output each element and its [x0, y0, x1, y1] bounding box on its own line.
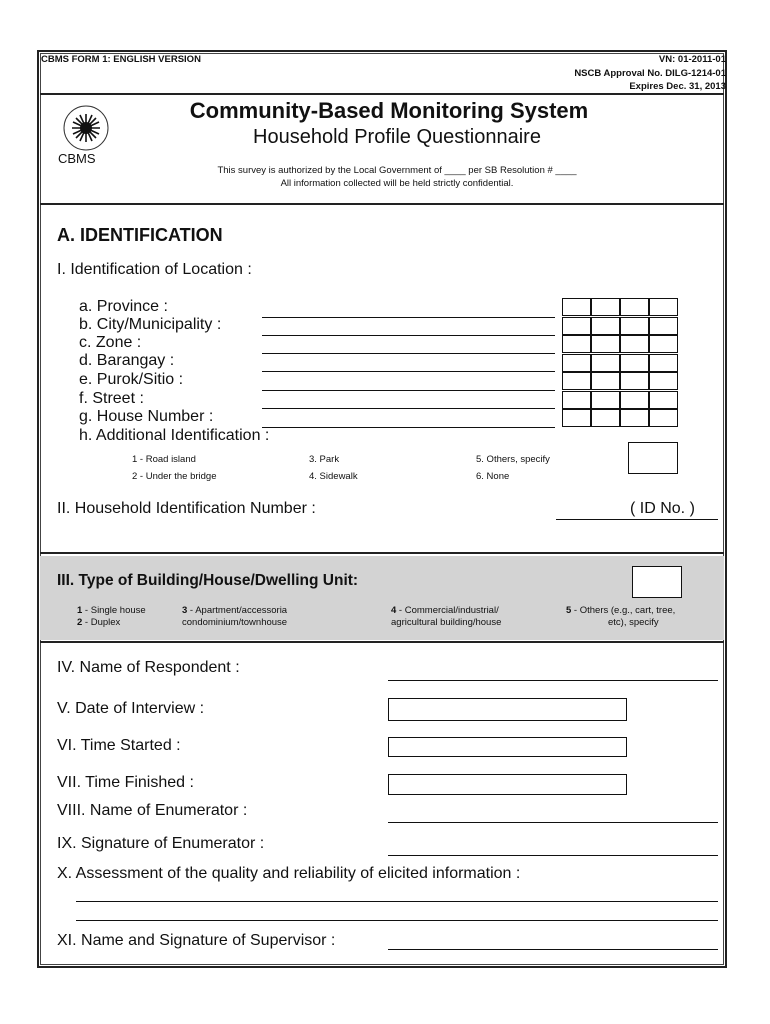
building-option-3: 3 - Apartment/accessoria condominium/townhouse — [182, 605, 288, 628]
option-under-bridge: 2 - Under the bridge — [132, 471, 217, 482]
assessment-label: X. Assessment of the quality and reliability of elicited information : — [57, 865, 521, 882]
building-option-4: 4 - Commercial/industrial/ agricultural building/house — [391, 605, 502, 628]
building-option-5: 5 - Others (e.g., cart, tree, etc), specify — [566, 605, 676, 628]
header-bottom-divider — [40, 203, 724, 205]
id-no-label: ( ID No. ) — [630, 500, 695, 517]
barangay-label: d. Barangay : — [79, 352, 175, 369]
form-label: CBMS FORM 1: ENGLISH VERSION — [41, 54, 201, 65]
page-title: Community-Based Monitoring System — [189, 98, 589, 123]
section-3-top-divider — [40, 552, 724, 554]
household-id-input[interactable] — [556, 519, 718, 520]
building-type-code-box[interactable] — [632, 566, 682, 598]
barangay-input[interactable] — [262, 371, 555, 372]
house-number-input[interactable] — [262, 427, 555, 428]
time-finished-input[interactable] — [388, 774, 627, 795]
assessment-input-line-1[interactable] — [76, 901, 718, 902]
location-code-grid[interactable] — [562, 298, 678, 429]
supervisor-input[interactable] — [388, 949, 718, 950]
city-input[interactable] — [262, 335, 555, 336]
authorization-text: This survey is authorized by the Local Government of ____ per SB Resolution # ____ — [217, 165, 577, 176]
building-option-1: 1 - Single house — [77, 605, 146, 616]
respondent-label: IV. Name of Respondent : — [57, 659, 240, 676]
section-a-title: A. IDENTIFICATION — [57, 225, 223, 245]
zone-input[interactable] — [262, 353, 555, 354]
assessment-input-line-2[interactable] — [76, 920, 718, 921]
enumerator-signature-input[interactable] — [388, 855, 718, 856]
city-label: b. City/Municipality : — [79, 316, 222, 333]
household-id-label: II. Household Identification Number : — [57, 500, 316, 517]
interview-date-input[interactable] — [388, 698, 627, 721]
province-input[interactable] — [262, 317, 555, 318]
time-finished-label: VII. Time Finished : — [57, 774, 194, 791]
expiry-date: Expires Dec. 31, 2013 — [629, 81, 726, 92]
version-number: VN: 01-2011-01 — [658, 54, 726, 65]
additional-id-label: h. Additional Identification : — [79, 427, 270, 444]
option-none: 6. None — [476, 471, 510, 482]
confidentiality-text: All information collected will be held strictly confidential. — [280, 178, 514, 189]
option-road-island: 1 - Road island — [132, 454, 196, 465]
building-option-2: 2 - Duplex — [77, 617, 121, 628]
header-divider — [40, 93, 724, 95]
logo-text: CBMS — [58, 151, 96, 166]
approval-number: NSCB Approval No. DILG-1214-01 — [574, 68, 726, 79]
respondent-input[interactable] — [388, 680, 718, 681]
option-sidewalk: 4. Sidewalk — [309, 471, 358, 482]
section-3-bottom-divider — [40, 641, 724, 643]
purok-input[interactable] — [262, 390, 555, 391]
interview-date-label: V. Date of Interview : — [57, 700, 205, 717]
option-others: 5. Others, specify — [476, 454, 550, 465]
supervisor-label: XI. Name and Signature of Supervisor : — [57, 932, 336, 949]
street-input[interactable] — [262, 408, 555, 409]
building-type-title: III. Type of Building/House/Dwelling Unit: — [57, 572, 359, 589]
enumerator-signature-label: IX. Signature of Enumerator : — [57, 835, 265, 852]
purok-label: e. Purok/Sitio : — [79, 371, 184, 388]
page-subtitle: Household Profile Questionnaire — [253, 126, 541, 148]
enumerator-input[interactable] — [388, 822, 718, 823]
province-label: a. Province : — [79, 298, 168, 315]
option-park: 3. Park — [309, 454, 340, 465]
street-label: f. Street : — [79, 390, 144, 407]
enumerator-label: VIII. Name of Enumerator : — [57, 802, 248, 819]
time-started-label: VI. Time Started : — [57, 737, 181, 754]
zone-label: c. Zone : — [79, 334, 142, 351]
time-started-input[interactable] — [388, 737, 627, 757]
location-label: I. Identification of Location : — [57, 261, 252, 278]
house-number-label: g. House Number : — [79, 408, 214, 425]
additional-id-code-box[interactable] — [628, 442, 678, 474]
